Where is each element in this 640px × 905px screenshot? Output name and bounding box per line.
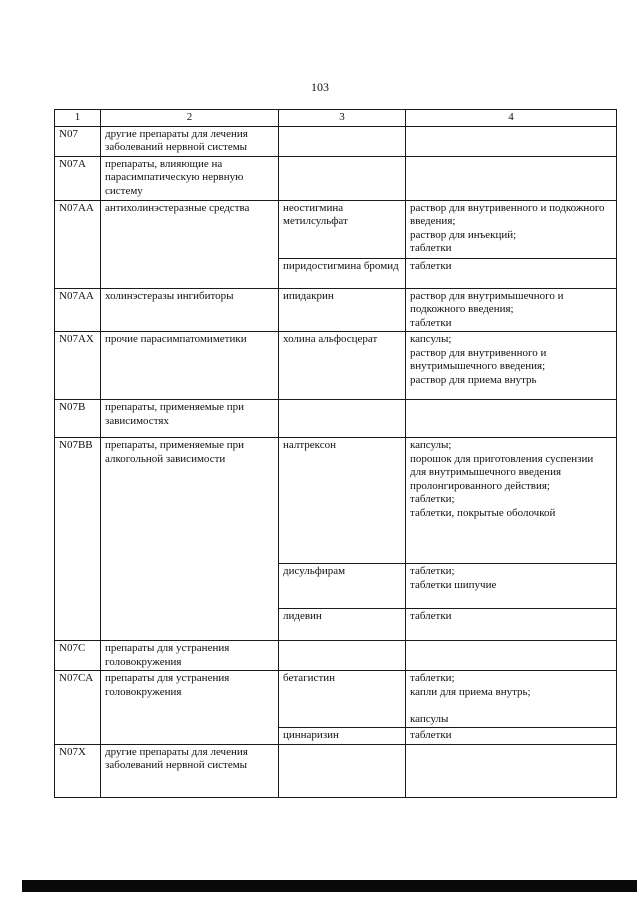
dosage-form: [406, 641, 617, 671]
group-name: антихолинэстеразные средства: [101, 200, 279, 288]
atc-code: N07CA: [55, 671, 101, 745]
table-row: [55, 156, 617, 200]
atc-code: N07: [55, 126, 101, 156]
group-name: холинэстеразы ингибиторы: [101, 288, 279, 332]
dosage-form: таблетки; капли для приема внутрь; капсулы: [406, 671, 617, 728]
group-name: препараты, влияющие на парасимпатическую нервную систему: [101, 156, 279, 200]
dosage-form: капсулы; порошок для приготовления суспензии для внутримышечного введения пролонгированного действия; таблетки; таблетки, покрытые оболочкой: [406, 438, 617, 564]
dosage-form: таблетки: [406, 728, 617, 745]
dosage-form: раствор для внутривенного и подкожного введения; раствор для инъекций; таблетки: [406, 200, 617, 258]
dosage-form: таблетки; таблетки шипучие: [406, 564, 617, 609]
atc-code: N07BB: [55, 438, 101, 641]
drug-name: бетагистин: [279, 671, 406, 728]
drug-name: [279, 400, 406, 438]
table-row: [55, 744, 617, 797]
drug-name: налтрексон: [279, 438, 406, 564]
column-header: 4: [406, 110, 617, 127]
dosage-form: [406, 126, 617, 156]
group-name: препараты для устранения головокружения: [101, 641, 279, 671]
group-name: другие препараты для лечения заболеваний нервной системы: [101, 126, 279, 156]
dosage-form: таблетки: [406, 609, 617, 641]
column-header: 2: [101, 110, 279, 127]
dosage-form: раствор для внутримышечного и подкожного введения; таблетки: [406, 288, 617, 332]
drug-name: холина альфосцерат: [279, 332, 406, 400]
table-row: [55, 400, 617, 438]
dosage-form: таблетки: [406, 258, 617, 288]
group-name: другие препараты для лечения заболеваний нервной системы: [101, 744, 279, 797]
group-name: препараты, применяемые при алкогольной зависимости: [101, 438, 279, 641]
drug-name: [279, 641, 406, 671]
drug-name: [279, 744, 406, 797]
table-row: [55, 126, 617, 156]
table-header-row: [55, 110, 617, 127]
dosage-form: [406, 156, 617, 200]
drug-name: [279, 156, 406, 200]
table-row: [55, 641, 617, 671]
table-row: [55, 288, 617, 332]
atc-code: N07AA: [55, 200, 101, 288]
drug-name: пиридостигмина бромид: [279, 258, 406, 288]
dosage-form: капсулы; раствор для внутривенного и внутримышечного введения; раствор для приема внутрь: [406, 332, 617, 400]
drug-name: ипидакрин: [279, 288, 406, 332]
scan-edge-bar: [22, 880, 637, 892]
drug-classification-table: [54, 109, 617, 798]
drug-name: дисульфирам: [279, 564, 406, 609]
table-row: [55, 200, 617, 258]
atc-code: N07C: [55, 641, 101, 671]
drug-name: неостигмина метилсульфат: [279, 200, 406, 258]
atc-code: N07A: [55, 156, 101, 200]
table-row: [55, 671, 617, 728]
drug-name: лидевин: [279, 609, 406, 641]
column-header: 3: [279, 110, 406, 127]
atc-code: N07X: [55, 744, 101, 797]
atc-code: N07AA: [55, 288, 101, 332]
table-row: [55, 438, 617, 564]
page-number: 103: [311, 80, 329, 94]
group-name: препараты для устранения головокружения: [101, 671, 279, 745]
atc-code: N07AX: [55, 332, 101, 400]
table-row: [55, 332, 617, 400]
column-header: 1: [55, 110, 101, 127]
drug-name: [279, 126, 406, 156]
dosage-form: [406, 744, 617, 797]
drug-name: циннаризин: [279, 728, 406, 745]
group-name: препараты, применяемые при зависимостях: [101, 400, 279, 438]
group-name: прочие парасимпатомиметики: [101, 332, 279, 400]
atc-code: N07B: [55, 400, 101, 438]
dosage-form: [406, 400, 617, 438]
